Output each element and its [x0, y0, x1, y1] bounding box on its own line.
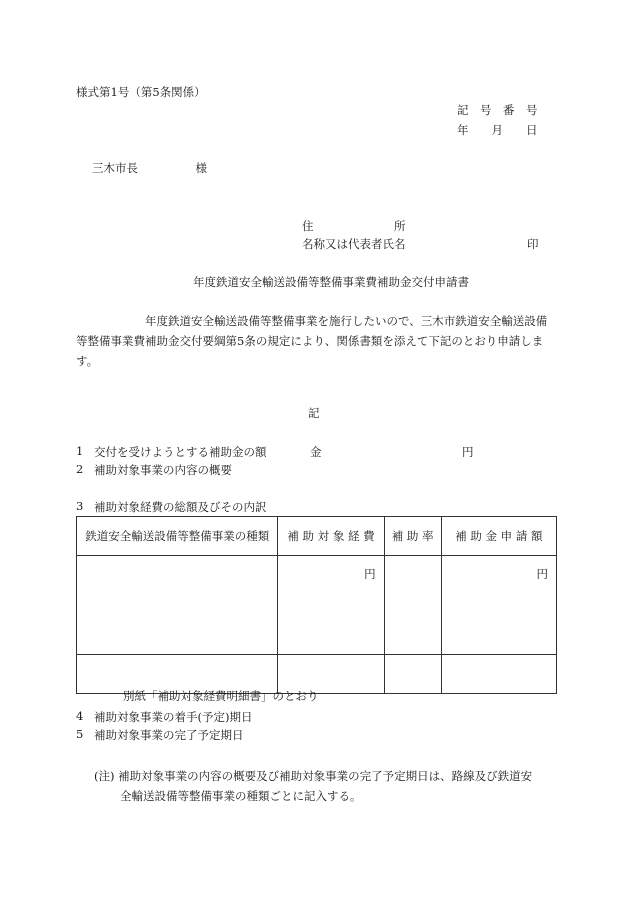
body-paragraph: 年度鉄道安全輸送設備等整備事業を施行したいので、三木市鉄道安全輸送設備等整備事業費補助金交付要綱第5条の規定により、関係書類を添えて下記のとおり申請します。: [76, 314, 548, 368]
item-3-number: 3: [76, 499, 84, 513]
footnote: [94, 766, 564, 806]
name-label: 名称又は代表者氏名: [302, 237, 406, 251]
header-project-type: 鉄道安全輸送設備等整備事業の種類: [77, 517, 278, 556]
item-5-label: 補助対象事業の完了予定期日: [94, 728, 244, 742]
table-row: [77, 556, 557, 655]
cell-eligible-cost[interactable]: 円: [278, 556, 384, 655]
item-4-label: 補助対象事業の着手(予定)期日: [94, 710, 253, 724]
addressee: 三木市長 様: [92, 161, 207, 175]
cell-requested-amount[interactable]: [441, 655, 556, 694]
table-note: 別紙「補助対象経費明細書」のとおり: [123, 689, 319, 703]
item-1-yen: 円: [462, 445, 474, 459]
item-2-label: 補助対象事業の内容の概要: [94, 463, 232, 477]
table-header-row: [77, 517, 557, 556]
item-4-number: 4: [76, 709, 84, 723]
footnote-line-2: 全輸送設備等整備事業の種類ごとに記入する。: [120, 789, 362, 803]
header-subsidy-rate: 補 助 率: [384, 517, 441, 556]
cell-subsidy-rate[interactable]: [384, 556, 441, 655]
cell-requested-amount[interactable]: 円: [441, 556, 556, 655]
item-1-label: 交付を受けようとする補助金の額: [94, 445, 267, 459]
footnote-line-1: (注) 補助対象事業の内容の概要及び補助対象事業の完了予定期日は、路線及び鉄道安: [94, 769, 533, 783]
document-title: 年度鉄道安全輸送設備等整備事業費補助金交付申請書: [193, 275, 469, 289]
seal-mark: 印: [527, 237, 539, 251]
form-number: 様式第1号（第5条関係）: [76, 85, 206, 99]
ki-heading: 記: [308, 406, 320, 420]
expense-table: [76, 516, 557, 694]
cell-project-type[interactable]: [77, 556, 278, 655]
record-number: 記 号 番 号: [457, 103, 538, 117]
item-2-number: 2: [76, 462, 84, 476]
header-requested-amount: 補 助 金 申 請 額: [441, 517, 556, 556]
header-eligible-cost: 補 助 対 象 経 費: [278, 517, 384, 556]
item-3-label: 補助対象経費の総額及びその内訳: [94, 500, 267, 514]
cell-subsidy-rate[interactable]: [384, 655, 441, 694]
item-5-number: 5: [76, 727, 84, 741]
address-label: 住 所: [302, 219, 406, 233]
item-1-number: 1: [76, 444, 84, 458]
item-1-kin: 金: [310, 445, 322, 459]
date: 年 月 日: [457, 123, 538, 137]
